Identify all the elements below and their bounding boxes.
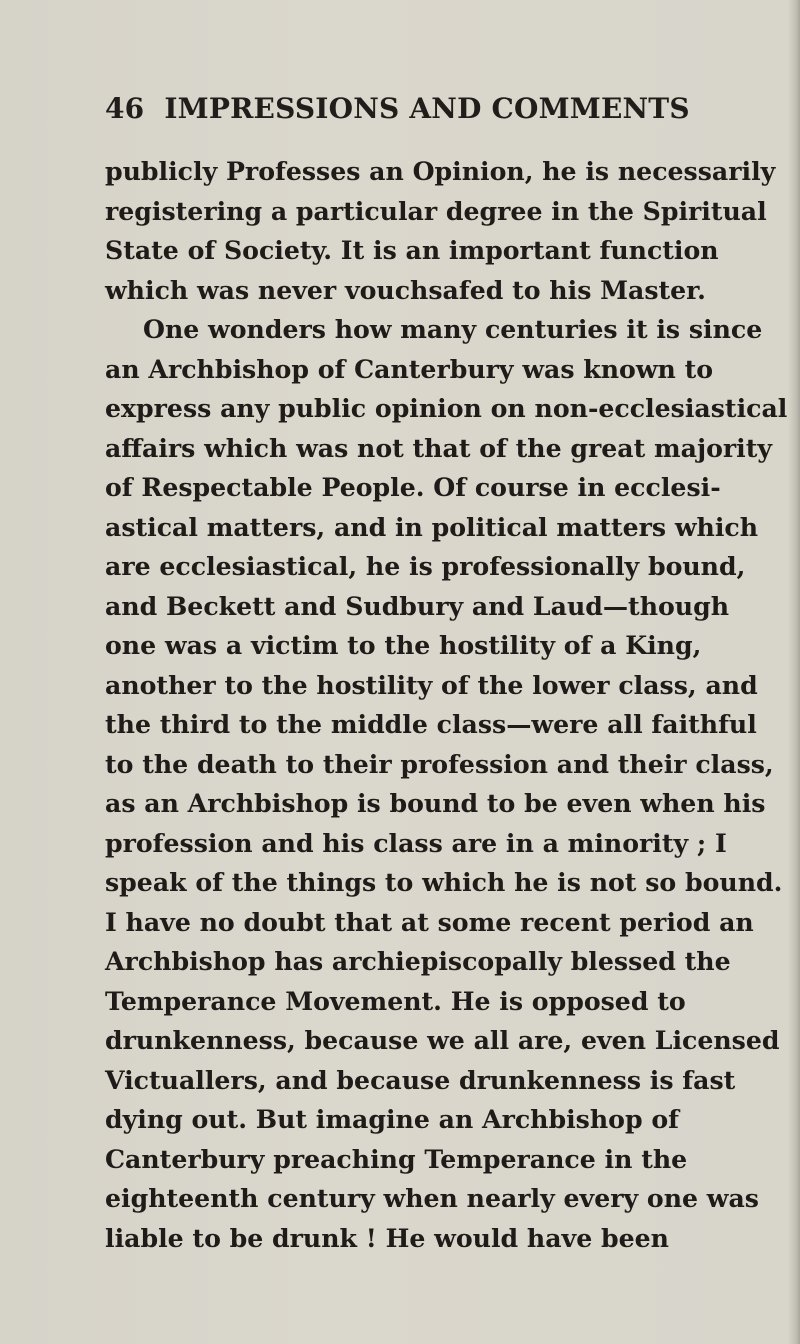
text-line: dying out. But imagine an Archbishop of — [105, 1104, 679, 1134]
text-line: affairs which was not that of the great majority — [105, 432, 772, 463]
text-line: an Archbishop of Canterbury was known to — [105, 353, 714, 384]
text-line: to the death to their profession and their class, — [105, 748, 774, 779]
text-line: one was a victim to the hostility of a King, — [105, 630, 702, 660]
body-text — [105, 152, 788, 1258]
text-line: Archbishop has archiepiscopally blessed the — [105, 946, 731, 976]
text-line: Temperance Movement. He is opposed to — [105, 985, 686, 1016]
text-line: drunkenness, because we all are, even Licensed — [105, 1025, 780, 1055]
page-number: 46 — [105, 92, 145, 125]
page-edge-shadow — [788, 0, 800, 1344]
text-line: Victuallers, and because drunkenness is fast — [105, 1064, 736, 1095]
text-line: which was never vouchsafed to his Master. — [105, 274, 706, 305]
text-line: speak of the things to which he is not so bound. — [105, 867, 783, 897]
text-line: as an Archbishop is bound to be even when his — [105, 788, 766, 818]
text-line: are ecclesiastical, he is professionally bound, — [105, 551, 746, 581]
text-line: of Respectable People. Of course in ecclesi- — [105, 472, 721, 502]
running-header — [105, 92, 690, 125]
text-line: liable to be drunk ! He would have been — [105, 1222, 669, 1253]
running-head-title: IMPRESSIONS AND COMMENTS — [164, 92, 690, 125]
text-line: another to the hostility of the lower class, and — [105, 669, 758, 700]
text-line: State of Society. It is an important function — [105, 235, 719, 265]
text-line: registering a particular degree in the Spiritual — [105, 195, 767, 226]
text-line: Canterbury preaching Temperance in the — [105, 1143, 688, 1174]
text-line: astical matters, and in political matters which — [105, 511, 759, 542]
text-line: publicly Professes an Opinion, he is necessarily — [105, 156, 776, 186]
text-line: the third to the middle class—were all faithful — [105, 709, 757, 739]
text-line: eighteenth century when nearly every one was — [105, 1183, 759, 1213]
text-line: I have no doubt that at some recent period an — [105, 906, 754, 937]
text-line: and Beckett and Sudbury and Laud—though — [105, 590, 730, 621]
text-line: One wonders how many centuries it is since — [143, 314, 763, 344]
text-line: express any public opinion on non-ecclesiastical — [105, 393, 788, 423]
text-line: profession and his class are in a minority ; I — [105, 827, 727, 858]
